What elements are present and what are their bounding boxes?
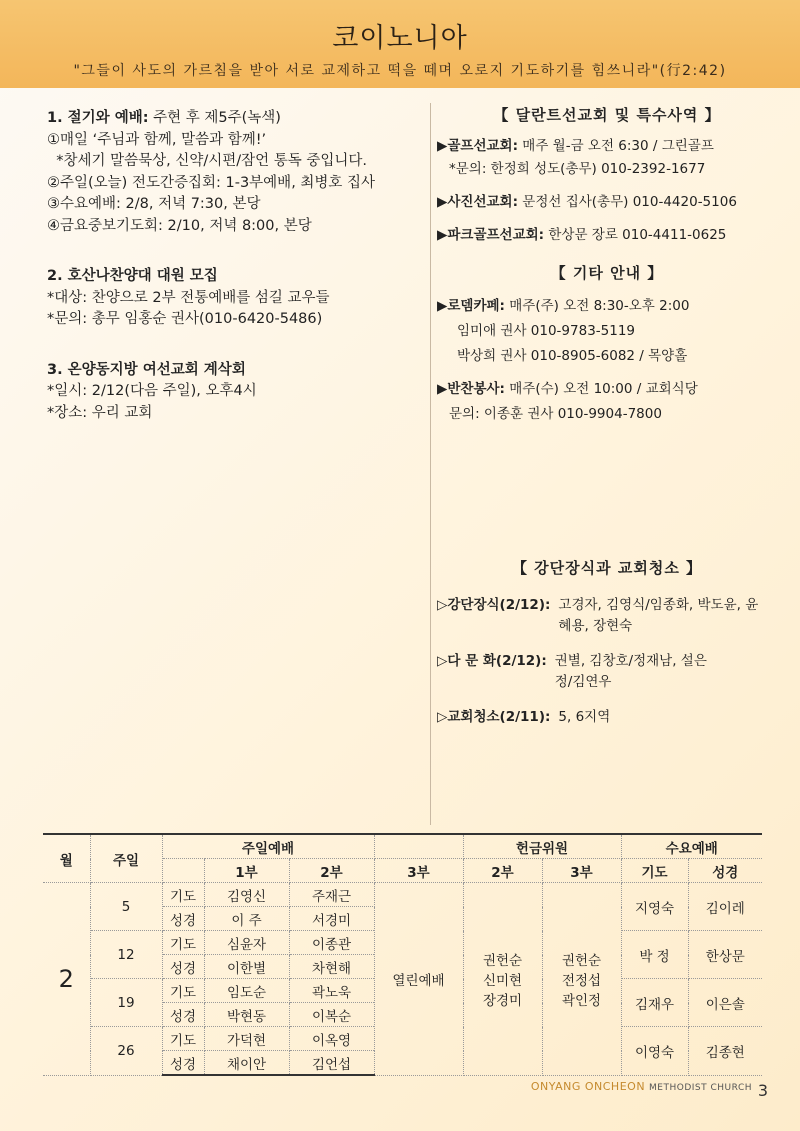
worship-line-3: ②주일(오늘) 전도간증집회: 1-3부예배, 최병호 집사 — [47, 174, 376, 191]
col-month: 월 — [43, 834, 90, 883]
section-worship-subtitle: 주현 후 제5주(녹색) — [148, 110, 281, 126]
scripture-subtitle: "그들이 사도의 가르침을 받아 서로 교제하고 떡을 떼며 오로지 기도하기를 힘쓰니라"(行2:42) — [73, 63, 727, 79]
table-row: 성경 채이안 김언섭 — [43, 1051, 762, 1076]
header-banner — [0, 0, 800, 88]
women-line-2: *장소: 우리 교회 — [47, 404, 153, 421]
month-cell: 2 — [43, 883, 90, 1076]
cafe-line: ▶로뎀카페: 매주(주) 오전 8:30-오후 2:00 — [437, 298, 690, 314]
announcements-left — [47, 100, 422, 424]
section-worship — [47, 108, 422, 237]
table-row: 성경 이한별 차현해 — [43, 955, 762, 979]
stage-heading: 【 강단장식과 교회청소 】 — [511, 559, 703, 577]
table-row: 19 기도 임도순 곽노욱 김재우 이은솔 — [43, 979, 762, 1003]
worship-line-4: ③수요예배: 2/8, 저녁 7:30, 본당 — [47, 196, 261, 212]
section-women-title: 3. 온양동지방 여선교회 계삭회 — [47, 361, 246, 378]
worship-line-2: *창세기 말씀묵상, 신약/시편/잠언 통독 중입니다. — [47, 153, 368, 169]
worship-line-5: ④금요중보기도회: 2/10, 저녁 8:00, 본당 — [47, 217, 312, 234]
table-row: 성경 박현동 이복순 — [43, 1003, 762, 1027]
cafe-contact-2: 박상희 권사 010-8905-6082 / 목양홀 — [457, 348, 688, 364]
page-title: 코이노니아 — [332, 23, 468, 54]
cafe-contact-1: 임미애 권사 010-9783-5119 — [457, 323, 636, 339]
other-heading: 【 기타 안내 】 — [550, 264, 664, 282]
announcements-right — [437, 100, 777, 427]
women-line-1: *일시: 2/12(다음 주일), 오후4시 — [47, 383, 257, 399]
table-row: 성경 이 주 서경미 — [43, 907, 762, 931]
section-choir-title: 2. 호산나찬양대 대원 모집 — [47, 268, 218, 284]
col-week: 주일 — [90, 834, 162, 883]
parkgolf-line: ▶파크골프선교회: 한상문 장로 010-4411-0625 — [437, 227, 727, 243]
table-row: 2 5 기도 김영신 주재근 열린예배 권헌순 신미현 장경미 권헌순 전정섭 곽인정 지영숙 김이레 — [43, 883, 762, 907]
food-contact: 문의: 이종훈 권사 010-9904-7800 — [449, 406, 662, 422]
golf-contact: *문의: 한정희 성도(총무) 010-2392-1677 — [449, 161, 706, 177]
food-line: ▶반찬봉사: 매주(수) 오전 10:00 / 교회식당 — [437, 381, 698, 397]
offering3-cell: 권헌순 전정섭 곽인정 — [542, 883, 621, 1076]
table-row: 12 기도 심윤자 이종관 박 정 한상문 — [43, 931, 762, 955]
schedule-table — [43, 833, 762, 1076]
multicultural-row: ▷다 문 화(2/12): 권별, 김창호/정재남, 설은정/김연우 — [437, 653, 707, 690]
column-divider — [430, 103, 431, 825]
table-header-row — [43, 834, 762, 859]
golf-line: ▶골프선교회: 매주 월-금 오전 6:30 / 그린골프 — [437, 138, 714, 154]
worship-line-1: ①매일 ‘주님과 함께, 말씀과 함께!’ — [47, 131, 267, 148]
cleaning-row: ▷교회청소(2/11): 5, 6지역 — [437, 709, 611, 725]
section-worship-title: 1. 절기와 예배: — [47, 110, 149, 126]
col-offering: 헌금위원 — [463, 834, 621, 859]
page-number: 3 — [757, 1081, 768, 1100]
col-wednesday: 수요예배 — [621, 834, 762, 859]
choir-line-1: *대상: 찬양으로 2부 전통예배를 섬길 교우들 — [47, 289, 330, 306]
stage-row: ▷강단장식(2/12): 고경자, 김영식/임종화, 박도윤, 윤혜용, 장현숙 — [437, 597, 759, 634]
table-subheader-row: 1부 2부 3부 2부 3부 기도 성경 — [43, 859, 762, 883]
talent-heading: 【 달란트선교회 및 특수사역 】 — [493, 106, 721, 124]
section-choir — [47, 266, 422, 331]
table-row: 26 기도 가덕현 이옥영 이영숙 김종현 — [43, 1027, 762, 1051]
church-brand: ONYANG ONCHEON METHODIST CHURCH — [530, 1080, 752, 1093]
photo-line: ▶사진선교회: 문정선 집사(총무) 010-4420-5106 — [437, 194, 737, 210]
stage-cleaning — [437, 557, 777, 742]
choir-line-2: *문의: 총무 임홍순 권사(010-6420-5486) — [47, 311, 323, 327]
service3-cell: 열린예배 — [374, 883, 463, 1076]
col-sunday: 주일예배 — [162, 834, 374, 859]
offering2-cell: 권헌순 신미현 장경미 — [463, 883, 542, 1076]
section-women — [47, 360, 422, 425]
